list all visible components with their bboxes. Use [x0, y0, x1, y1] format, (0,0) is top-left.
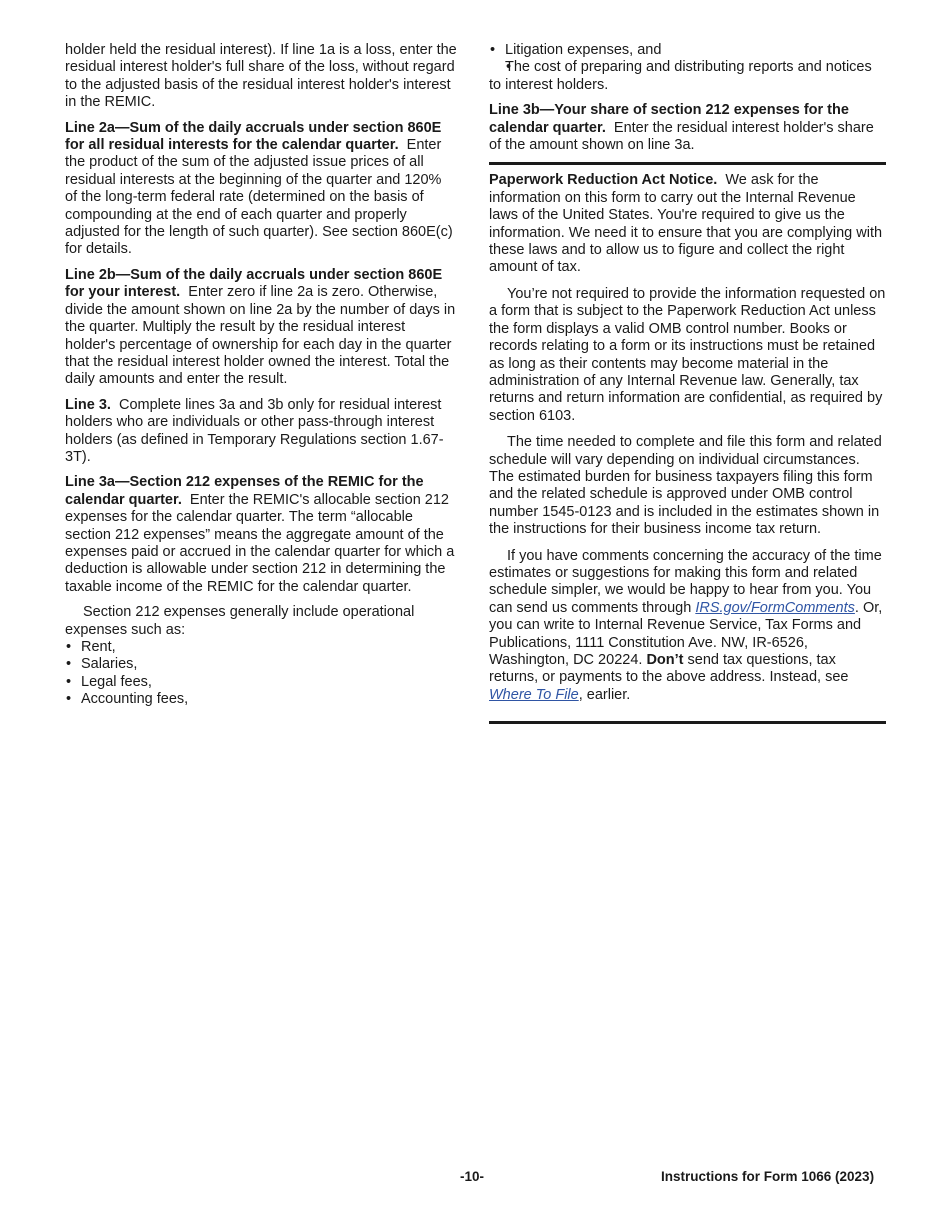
- paragraph-comments: If you have comments concerning the accuracy of the time estimates or suggestions for making this form and related schedule simpler, we would be happy to hear from you. You can send us comments through IRS.gov/FormComments. Or, you can write to Internal Revenue Service, Tax Forms and Publications, 1111 Constitution Ave. NW, IR-6526, Washington, DC 20224. Don’t send tax questions, tax returns, or payments to the above address. Instead, see Where To File, earlier.: [489, 547, 883, 703]
- text-line3a: Enter the REMIC's allocable section 212 expenses for the calendar quarter. The term “allocable section 212 expenses” means the aggregate amount of the expenses paid or accrued in the calendar quarter for which a deduction is allowable under section 212 in determining the taxable income of the REMIC for the calendar quarter.: [65, 491, 455, 595]
- heading-line3b: Line 3b—Your share of section 212 expenses for the calendar quarter.: [489, 102, 849, 136]
- text-paperwork-notice: We ask for the information on this form to carry out the Internal Revenue laws of the United States. You're required to give us the information. We need it to ensure that you are complying with these laws and to allow us to figure and collect the right amount of tax.: [489, 172, 883, 276]
- link-where-to-file[interactable]: Where To File: [489, 686, 579, 703]
- paragraph-section212-intro: Section 212 expenses generally include operational expenses such as:: [65, 604, 415, 638]
- paragraph-line3: [65, 397, 457, 467]
- left-column: [65, 42, 457, 709]
- paragraph-paperwork-notice: [489, 172, 886, 276]
- emphasis-dont: Don’t: [646, 652, 684, 668]
- list-item: • Accounting fees,: [65, 691, 457, 708]
- form-title: Instructions for Form 1066 (2023): [661, 1169, 875, 1184]
- heading-paperwork-notice: Paperwork Reduction Act Notice.: [489, 172, 718, 189]
- list-item: • Rent,: [65, 639, 457, 656]
- right-column: [489, 42, 886, 724]
- paragraph-line2b: [65, 267, 457, 389]
- paragraph-time-estimate: The time needed to complete and file this form and related schedule will vary depending on individual circumstances. The estimated burden for business taxpayers filing this form and the related schedule is approved under OMB control number 1545-0123 and is included in the estimates shown in the instructions for their business income tax return.: [489, 434, 882, 538]
- heading-line2b: Line 2b—Sum of the daily accruals under section 860E for your interest.: [65, 266, 443, 301]
- heading-line3: Line 3.: [65, 396, 111, 413]
- text-line2b: Enter zero if line 2a is zero. Otherwise, divide the amount shown on line 2a by the number of days in the quarter. Multiply the result by the residual interest holder's percentage of ownership for each day in the quarter that the residual interest holder owned the interest. Total the daily amounts and enter the result.: [65, 284, 456, 388]
- heading-line3a: Line 3a—Section 212 expenses of the REMIC for the calendar quarter.: [65, 474, 424, 508]
- paragraph-not-required: You’re not required to provide the information requested on a form that is subject to the Paperwork Reduction Act unless the form displays a valid OMB control number. Books or records relating to a form or its instructions must be retained as long as their contents may become material in the administration of any Internal Revenue law. Generally, tax returns and return information are confidential, as required by section 6103.: [489, 285, 886, 424]
- text-line2a: Enter the product of the sum of the adjusted issue prices of all residual interests at the beginning of the quarter and 120% of the long-term federal rate (determined on the basis of compounding at the end of each quarter and properly adjusted for the length of such quarter). See section 860E(c) for details.: [65, 137, 453, 258]
- list-item: • Legal fees,: [65, 674, 457, 691]
- list-item: • Salaries,: [65, 656, 457, 673]
- list-item: • Litigation expenses, and: [489, 42, 886, 59]
- paragraph-line3b: [489, 102, 886, 154]
- paragraph-line2a: [65, 120, 457, 259]
- heading-line2a: Line 2a—Sum of the daily accruals under section 860E for all residual interests for the calendar quarter.: [65, 119, 442, 154]
- expense-list-right: [489, 42, 886, 94]
- paragraph-line1a-continued: holder held the residual interest). If line 1a is a loss, enter the residual interest holder's full share of the loss, without regard to the adjusted basis of the residual interest holder's interest in the REMIC.: [65, 42, 457, 111]
- link-irs-form-comments[interactable]: IRS.gov/FormComments: [695, 599, 855, 616]
- list-item: • The cost of preparing and distributing reports and notices to interest holders.: [489, 59, 886, 94]
- section-divider: [489, 162, 886, 165]
- end-divider: [489, 721, 886, 724]
- paragraph-line3a: [65, 474, 457, 596]
- page-number: -10-: [460, 1169, 485, 1184]
- text-line3: Complete lines 3a and 3b only for residual interest holders who are individuals or other pass-through interest holders (as defined in Temporary Regulations section 1.67-3T).: [65, 396, 444, 465]
- expense-list-left: [65, 639, 457, 709]
- text-line3b: Enter the residual interest holder's share of the amount shown on line 3a.: [489, 119, 874, 154]
